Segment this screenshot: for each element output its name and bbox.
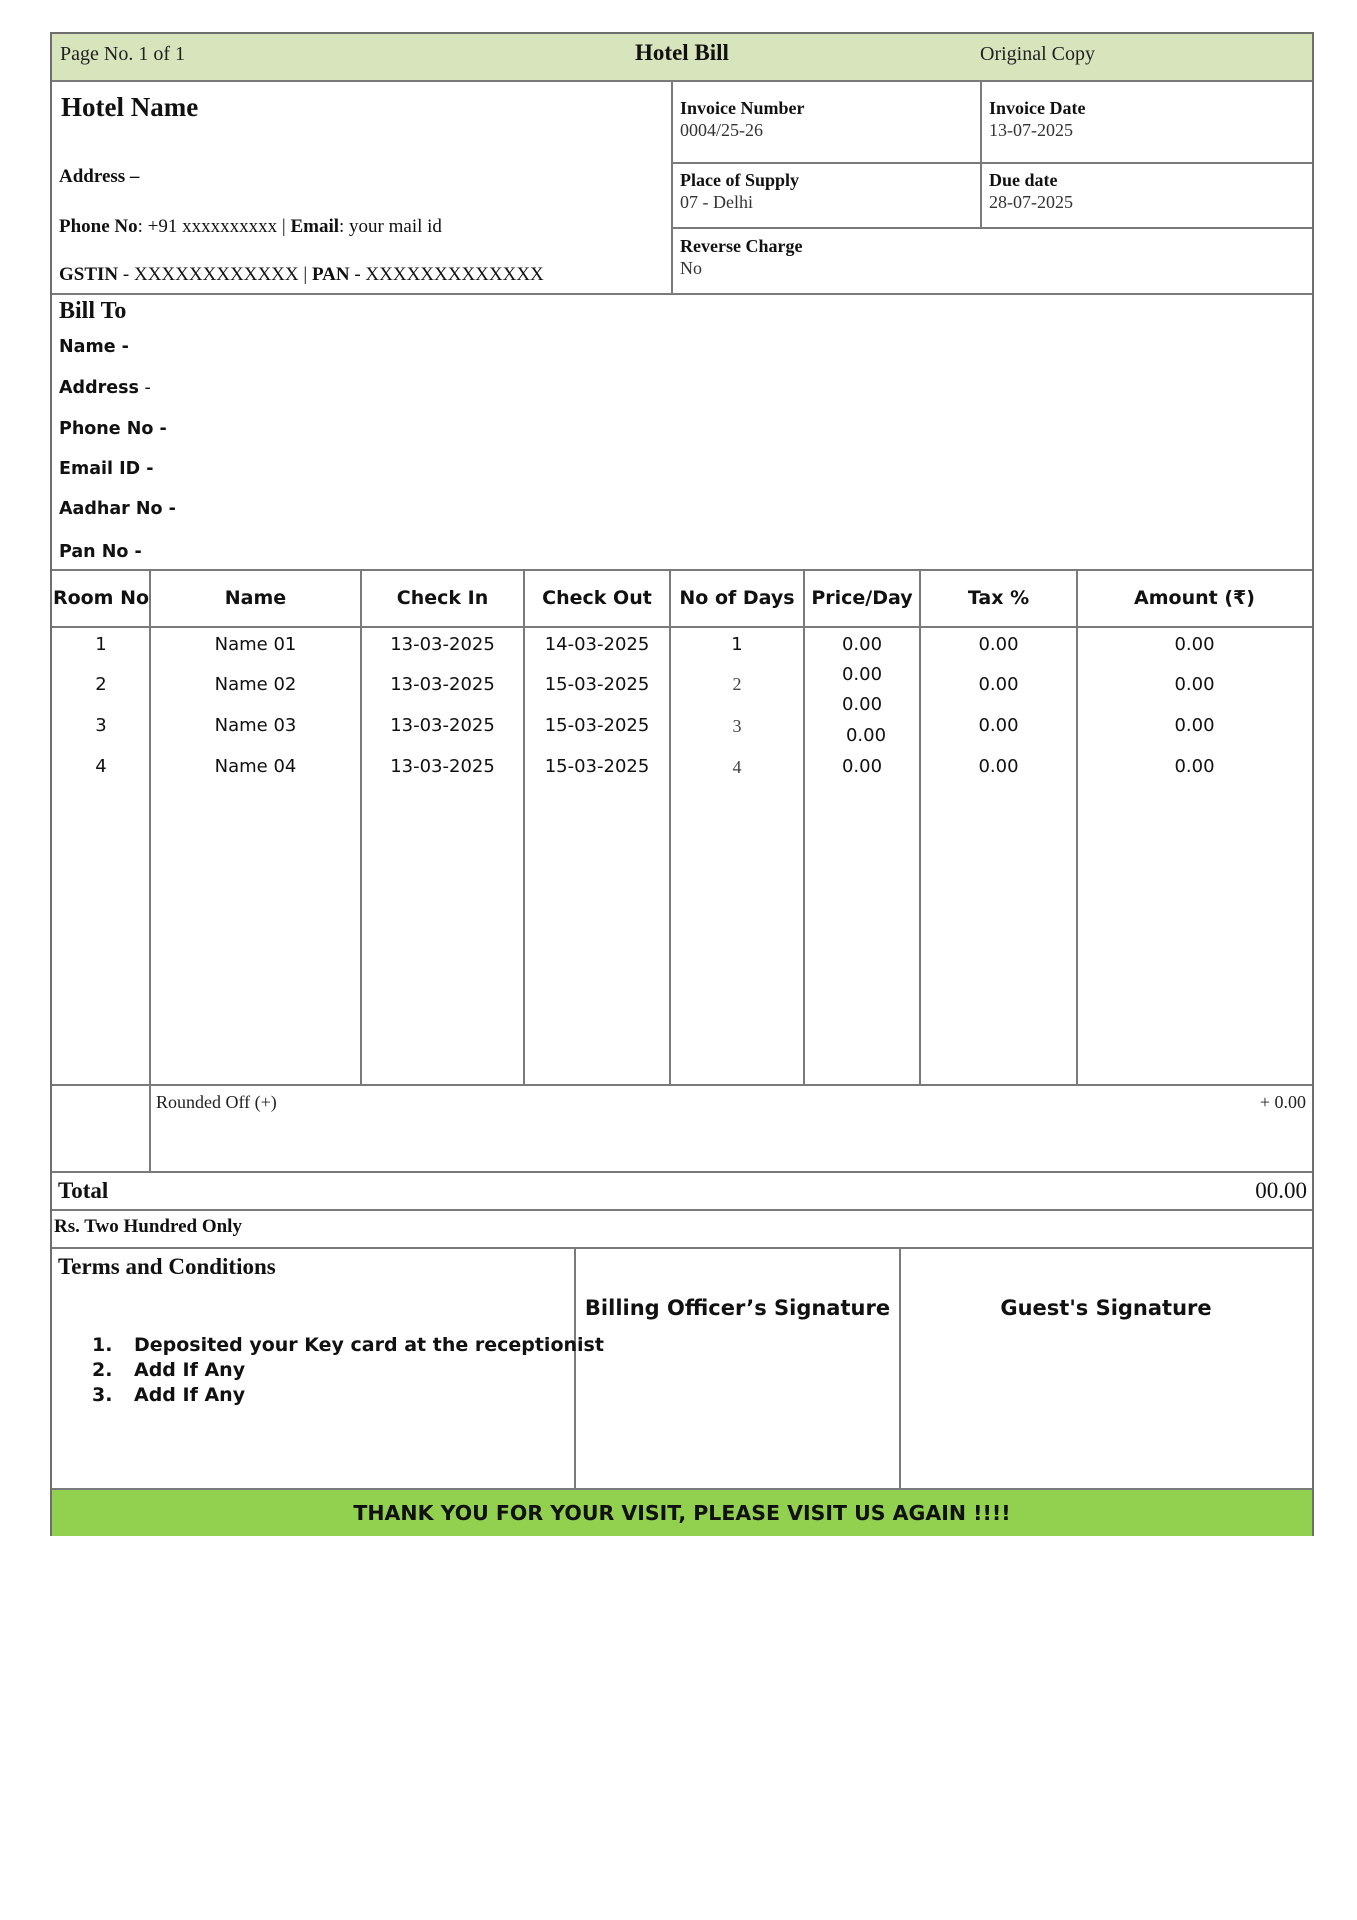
field-label: Phone No -	[59, 419, 167, 439]
list-item	[92, 1384, 604, 1409]
divider	[52, 1209, 1312, 1211]
gstin-label: GSTIN	[59, 264, 119, 285]
amount-in-words: Rs. Two Hundred Only	[54, 1216, 242, 1237]
invoice-number: 0004/25-26	[680, 120, 763, 140]
cell-days: 3	[732, 716, 742, 736]
cell-price-per-day: 0.00	[841, 664, 883, 685]
invoice-date-cell	[989, 98, 1085, 141]
pan-label: PAN	[311, 264, 350, 285]
divider	[980, 82, 982, 228]
list-item	[92, 1359, 604, 1384]
invoice-date-label: Invoice Date	[989, 98, 1086, 118]
cell-name: Name 04	[214, 756, 297, 777]
email-label: Email	[290, 216, 340, 237]
cell-check-in: 13-03-2025	[390, 715, 495, 736]
cell-price-per-day: 0.00	[841, 634, 883, 655]
copy-type: Original Copy	[980, 43, 1095, 65]
cell-days: 1	[731, 634, 743, 655]
cell-name: Name 02	[214, 674, 297, 695]
list-number: 2.	[92, 1359, 113, 1381]
cell-days: 4	[732, 757, 742, 777]
list-text: Add If Any	[134, 1359, 246, 1381]
col-header-days: No of Days	[679, 587, 795, 609]
page-number: Page No. 1 of 1	[60, 43, 185, 65]
list-item	[92, 1334, 604, 1359]
list-text: Deposited your Key card at the receptionist	[134, 1334, 604, 1356]
thank-you-banner: THANK YOU FOR YOUR VISIT, PLEASE VISIT US AGAIN !!!!	[52, 1488, 1312, 1536]
col-header-tax: Tax %	[967, 587, 1030, 609]
cell-check-out: 15-03-2025	[544, 756, 650, 777]
terms-list	[92, 1334, 604, 1409]
divider	[149, 570, 151, 1172]
field-label: Pan No -	[59, 542, 142, 562]
field-label: Address	[59, 378, 139, 398]
divider	[52, 1171, 1312, 1173]
terms-title: Terms and Conditions	[58, 1254, 276, 1279]
cell-amount: 0.00	[1174, 634, 1215, 655]
cell-check-in: 13-03-2025	[390, 634, 495, 655]
field-label: Email ID -	[59, 459, 154, 479]
pan-value: - XXXXXXXXXXXXX	[349, 264, 544, 285]
cell-room: 2	[95, 674, 107, 695]
field-value: -	[138, 378, 151, 398]
bill-to-name	[59, 337, 129, 357]
bill-to-title: Bill To	[59, 298, 127, 324]
total-value: 00.00	[1255, 1178, 1307, 1203]
cell-name: Name 03	[214, 715, 297, 736]
reverse-charge: No	[680, 258, 702, 278]
col-header-check-out: Check Out	[542, 587, 652, 609]
due-date-cell	[989, 170, 1073, 213]
due-date-label: Due date	[989, 170, 1058, 190]
list-text: Add If Any	[134, 1384, 246, 1406]
list-number: 1.	[92, 1334, 113, 1356]
col-header-name: Name	[224, 587, 287, 609]
invoice-date: 13-07-2025	[989, 120, 1073, 140]
reverse-charge-label: Reverse Charge	[680, 236, 803, 256]
hotel-name: Hotel Name	[61, 92, 199, 122]
total-label: Total	[58, 1178, 109, 1203]
cell-tax: 0.00	[978, 634, 1019, 655]
rounded-off-value: + 0.00	[1259, 1092, 1306, 1112]
guest-signature: Guest's Signature	[1000, 1296, 1212, 1320]
place-of-supply-cell	[680, 170, 799, 213]
phone-value: : +91 xxxxxxxxxx |	[137, 216, 291, 237]
cell-amount: 0.00	[1174, 715, 1215, 736]
cell-amount: 0.00	[1174, 756, 1215, 777]
cell-tax: 0.00	[978, 756, 1019, 777]
divider	[899, 1248, 901, 1488]
cell-amount: 0.00	[1174, 674, 1215, 695]
field-label: Name -	[59, 337, 129, 357]
document-title: Hotel Bill	[635, 40, 729, 65]
cell-check-in: 13-03-2025	[390, 674, 495, 695]
cell-days: 2	[732, 674, 742, 694]
place-of-supply-label: Place of Supply	[680, 170, 800, 190]
gstin-value: - XXXXXXXXXXXX |	[118, 264, 312, 285]
hotel-contact	[59, 216, 442, 238]
bill-to-address	[59, 378, 151, 398]
phone-label: Phone No	[59, 216, 138, 237]
hotel-address: Address –	[59, 166, 140, 187]
cell-name: Name 01	[214, 634, 297, 655]
hotel-bill	[50, 32, 1314, 1536]
bill-to-phone	[59, 419, 167, 439]
col-header-room-no: Room No	[52, 587, 150, 609]
cell-check-out: 14-03-2025	[544, 634, 650, 655]
rounded-off-label: Rounded Off (+)	[156, 1092, 277, 1112]
cell-check-out: 15-03-2025	[544, 674, 650, 695]
cell-tax: 0.00	[978, 715, 1019, 736]
divider	[672, 162, 1312, 164]
col-header-price-per-day: Price/Day	[811, 587, 913, 609]
cell-room: 1	[95, 634, 107, 655]
col-header-amount: Amount (₹)	[1134, 587, 1255, 609]
field-label: Aadhar No -	[59, 499, 176, 519]
place-of-supply: 07 - Delhi	[680, 192, 753, 212]
cell-tax: 0.00	[978, 674, 1019, 695]
divider	[52, 1247, 1312, 1249]
hotel-tax-ids	[59, 264, 544, 286]
cell-room: 3	[95, 715, 107, 736]
cell-price-per-day: 0.00	[841, 694, 883, 715]
cell-check-in: 13-03-2025	[390, 756, 495, 777]
divider	[671, 82, 673, 294]
divider	[52, 626, 1312, 628]
invoice-number-cell	[680, 98, 805, 141]
col-header-check-in: Check In	[396, 587, 489, 609]
due-date: 28-07-2025	[989, 192, 1073, 212]
cell-room: 4	[95, 756, 107, 777]
email-value: : your mail id	[339, 216, 442, 237]
cell-check-out: 15-03-2025	[544, 715, 650, 736]
reverse-charge-cell	[680, 236, 802, 279]
invoice-number-label: Invoice Number	[680, 98, 805, 118]
bill-to-email	[59, 459, 153, 479]
divider	[52, 1084, 1312, 1086]
cell-price-per-day: 0.00	[841, 756, 883, 777]
bill-to-pan	[59, 542, 142, 562]
cell-price-per-day: 0.00	[845, 725, 887, 746]
list-number: 3.	[92, 1384, 113, 1406]
billing-officer-signature: Billing Officer’s Signature	[584, 1296, 891, 1320]
bill-to-aadhar	[59, 499, 176, 519]
divider	[52, 293, 1312, 295]
divider	[672, 227, 1312, 229]
